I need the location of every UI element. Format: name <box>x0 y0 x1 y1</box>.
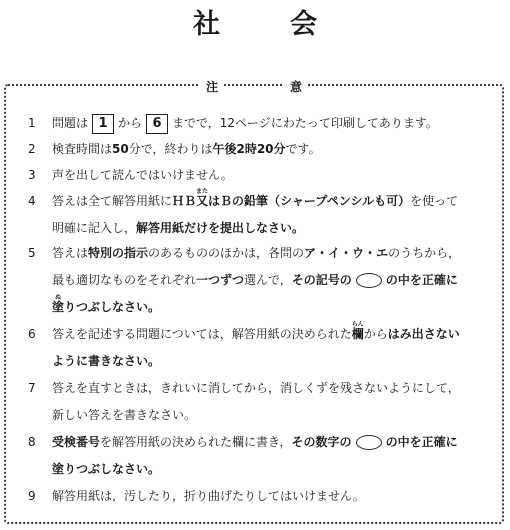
item-number: 1 <box>28 116 36 130</box>
pencil-type: ＨＢ <box>172 194 197 208</box>
pencil-type: はＢの鉛筆 <box>208 194 269 208</box>
text-fragment: （シャープペンシルも可） <box>268 194 411 208</box>
ruby-base: 又 <box>196 194 209 208</box>
text-fragment: 答えは <box>52 246 89 260</box>
text-fragment: までで，12ページにわたって印刷してあります。 <box>172 116 438 130</box>
end-time: 午後2時20分 <box>212 142 286 156</box>
ruby-word <box>196 188 209 208</box>
instruction-item <box>28 162 496 189</box>
text-fragment: 答えを記述する問題については，解答用紙の決められた <box>52 327 352 341</box>
ruby-reading: また <box>196 188 209 195</box>
title-char-1: 社 <box>193 9 220 40</box>
last-page-box: 6 <box>146 114 168 134</box>
instruction-item <box>28 110 496 137</box>
text-fragment: のうちから， <box>388 246 461 260</box>
item-number: 7 <box>28 381 36 395</box>
text-fragment: 明確に記入し， <box>52 221 137 235</box>
text-fragment: その記号の <box>291 273 352 287</box>
text-fragment: のあるもののほかは，各問の <box>148 246 305 260</box>
text-fragment: 選んで， <box>244 273 292 287</box>
ruby-reading: ぬ <box>52 294 65 301</box>
exam-duration: 50 <box>112 142 129 156</box>
instruction-item <box>28 188 496 242</box>
first-page-box: 1 <box>92 114 114 134</box>
text-fragment: から <box>118 116 143 130</box>
text-fragment: 答えを直すときは，きれいに消してから，消しくずを残さないようにして， <box>52 381 460 395</box>
text-fragment: 塗りつぶしなさい。 <box>52 462 161 476</box>
text-fragment: から <box>363 327 388 341</box>
text-fragment: はみ出さない <box>387 327 460 341</box>
page-title <box>0 2 510 41</box>
text-fragment: です。 <box>285 142 321 156</box>
text-fragment: 問題は <box>52 116 89 130</box>
text-fragment: 解答用紙だけを提出しなさい。 <box>136 221 305 235</box>
instruction-item <box>28 375 496 429</box>
text-fragment: 答えは全て解答用紙に <box>52 194 173 208</box>
text-fragment: を使って <box>410 194 459 208</box>
text-fragment: 声を出して読んではいけません。 <box>52 168 233 182</box>
bubble-oval-icon <box>356 435 382 450</box>
item-number: 4 <box>28 194 36 208</box>
answer-choices: ア・イ・ウ・エ <box>304 246 389 260</box>
bubble-oval-icon <box>356 273 382 288</box>
text-fragment: りつぶしなさい。 <box>64 300 161 314</box>
ruby-reading: らん <box>351 321 364 328</box>
text-fragment: の中を正確に <box>385 273 458 287</box>
item-number: 3 <box>28 168 36 182</box>
text-fragment: ように書きなさい。 <box>52 354 161 368</box>
instruction-item <box>28 240 496 321</box>
caution-heading <box>6 76 502 95</box>
text-fragment: 分で，終わりは <box>128 142 213 156</box>
item-number: 9 <box>28 489 36 503</box>
text-fragment: を解答用紙の決められた欄に書き， <box>100 435 292 449</box>
ruby-word <box>52 294 65 314</box>
instruction-item <box>28 483 496 510</box>
ruby-base: 欄 <box>351 327 364 341</box>
instructions-frame <box>4 80 504 524</box>
text-fragment: 新しい答えを書きなさい。 <box>52 408 197 422</box>
item-number: 8 <box>28 435 36 449</box>
text-fragment: 解答用紙は，汚したり，折り曲げたりしてはいけません。 <box>52 489 365 503</box>
text-fragment: 特別の指示 <box>88 246 149 260</box>
instruction-item <box>28 429 496 483</box>
text-fragment: その数字の <box>291 435 352 449</box>
text-fragment: 最も適切なものをそれぞれ <box>52 273 197 287</box>
ruby-base: 塗 <box>52 300 65 314</box>
title-char-2: 会 <box>290 9 317 40</box>
item-number: 6 <box>28 327 36 341</box>
text-fragment: 受検番号 <box>52 435 101 449</box>
text-fragment: 検査時間は <box>52 142 113 156</box>
instruction-item <box>28 321 496 375</box>
item-number: 5 <box>28 246 36 260</box>
caution-char-1: 注 <box>200 80 224 94</box>
text-fragment: の中を正確に <box>385 435 458 449</box>
caution-char-2: 意 <box>284 80 308 94</box>
item-number: 2 <box>28 142 36 156</box>
text-fragment: 一つずつ <box>196 273 245 287</box>
ruby-word <box>351 321 364 341</box>
instruction-item <box>28 136 496 163</box>
